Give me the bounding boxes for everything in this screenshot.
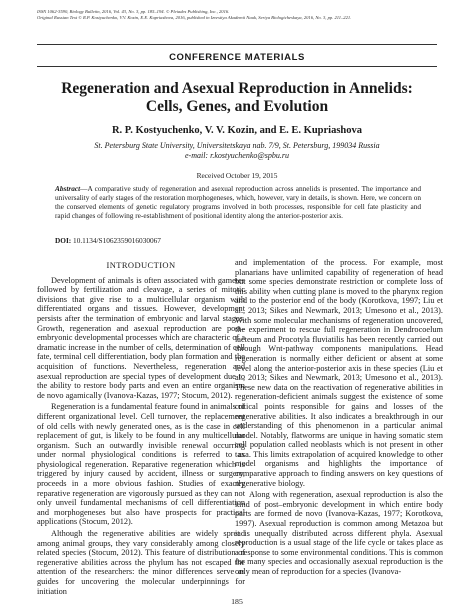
affiliation — [37, 141, 437, 160]
right-paragraph-1: and implementation of the process. For example, most planarians have unlimited capability of regeneration of head but some species demonstrate restriction or complete loss of this ability when cutting plane is moved to the pharynx region and to the posterior end of the body (Korotkova, 1997; Liu et al., 2013; Sikes and Newmark, 2013; Umesono et al., 2013). With some molecular mechanisms of regeneration uncovered, the experiment to rescue full regeneration in Dendrocoelum lacteum and Procotyla fluviatilis has been recently carried out through Wnt-pathway components manipulations. Head regeneration is normally either deficient or absent at some level along the anterior-posterior axis in these species (Liu et al., 2013; Sikes and Newmark, 2013; Umesono et al., 2013). These new data on the reactivation of regenerative abilities in regeneration-deficient animals suggest the existence of some critical points responsible for gains and losses of the regenerative abilities. It also indicates a breakthrough in our understanding of this phenomenon in a particular animal model. Notably, flatworms are unique in having somatic stem cell population called neoblasts which is not present in other taxa. This limits extrapolation of acquired knowledge to other model organisms and highlights the importance of comparative approach to finding answers on key questions of regenerative biology. — [235, 258, 443, 488]
doi — [55, 236, 421, 245]
affiliation-email: e-mail: r.kostyuchenko@spbu.ru — [184, 150, 289, 160]
journal-citation-line: ISSN 1062-3590, Biology Bulletin, 2016, Vol. 43, No. 3, pp. 185–194. © Pleiades Publishing, Inc., 2016. — [37, 9, 230, 14]
top-rule — [37, 44, 437, 45]
right-column — [235, 258, 443, 579]
article-title — [37, 80, 437, 116]
doi-label: DOI: — [55, 236, 72, 245]
section-label: CONFERENCE MATERIALS — [169, 52, 305, 63]
right-paragraph-2: Along with regeneration, asexual reproduction is also the kind of post–embryonic development in which entire body parts are formed de novo (Ivanova-Kazas, 1977; Korotkova, 1997). Asexual reproduction is common among Metazoa but it is unequally distributed across different phyla. Asexual reproduction is a usual stage of the life cycle or takes place as a response to some environmental conditions. This is common for many species and occasionally asexual reproduction is the only mean of reproduction for a species (Ivanova- — [235, 490, 443, 576]
journal-header — [37, 9, 447, 21]
received-date: Received October 19, 2015 — [196, 171, 278, 180]
title-line-1: Regeneration and Asexual Reproduction in Annelids: — [61, 80, 413, 97]
title-line-2: Cells, Genes, and Evolution — [145, 98, 329, 115]
affiliation-address: St. Petersburg State University, Universitetskaya nab. 7/9, St. Petersburg, 199034 Russia — [94, 141, 380, 150]
abstract — [55, 184, 421, 220]
abstract-text: —A comparative study of regeneration and asexual reproduction across annelids is presented. The importance and universality of early stages of the restoration morphogeneses, which, however, vary in details, is shown. Here, we concern on the conserved elements of genetic regulatory programs involved in both processes, responsible for cell fate plasticity and rapid changes of following re-establishment of positional identity along the anterior-posterior axis. — [55, 184, 421, 220]
left-column — [37, 258, 245, 598]
left-paragraph-1: Development of animals is often associated with gametes followed by fertilization and cleavage, a series of mitotic divisions that give rise to a multicellular organism with differentiated organs and tissues. However, development persists after the termination of embryonic and larval stages. Growth, regeneration and asexual reproduction are post–embryonic developmental processes which are characteric of a dramatic increase in the number of cells, determination of cell fate, terminal cell differentiation, body plan formation and the acquisition of functions. Nevertheless, regeneration and asexual reproduction are special types of development due to the ability to restore body parts and even an entire organism de novo agamically (Ivanova-Kazas, 1977; Stocum, 2012). — [37, 275, 246, 400]
page-number: 185 — [231, 597, 243, 606]
authors: R. P. Kostyuchenko, V. V. Kozin, and E. E. Kupriashova — [111, 125, 363, 136]
abstract-label: Abstract — [55, 184, 81, 193]
introduction-heading: INTRODUCTION — [106, 260, 176, 270]
left-paragraph-3: Although the regenerative abilities are widely spread among animal groups, they vary considerably among closely related species (Stocum, 2012). This feature of distribution of regenerative abilities across the phylum has not escaped the attention of the researchers: the minor differences serve as guides for uncovering the molecular underpinnings for initiation — [37, 529, 245, 596]
original-text-line: Original Russian Text © R.P. Kostyuchenko, V.V. Kozin, E.E. Kupriashova, 2016, published in Izvestiya Akademii Nauk, Seriya Biologicheskaya, 2016, No. 3, pp. 211–221. — [37, 15, 352, 21]
section-rule — [37, 66, 437, 67]
left-paragraph-2: Regeneration is a fundamental feature found in animals of different organizational level. Cell turnover, the replacement of old cells with newly generated ones, as is the case in cell replacement of gut, is likely to be found in any multicellular organism. Such an outwardly invisible renewal occurring under normal physiological conditions is referred to as physiological regeneration. Reparative regeneration which is triggered by injury caused by accident, illness or surgery, proceeds in a more obvious fashion. Studies of exactly reparative regeneration are vigorously pursued as they can not only unveil fundamental mechanisms of cell differentiation and morphogeneses but also have prospects for practical applications (Stocum, 2012). — [37, 402, 245, 527]
doi-value: 10.1134/S1062359016030067 — [73, 236, 161, 245]
